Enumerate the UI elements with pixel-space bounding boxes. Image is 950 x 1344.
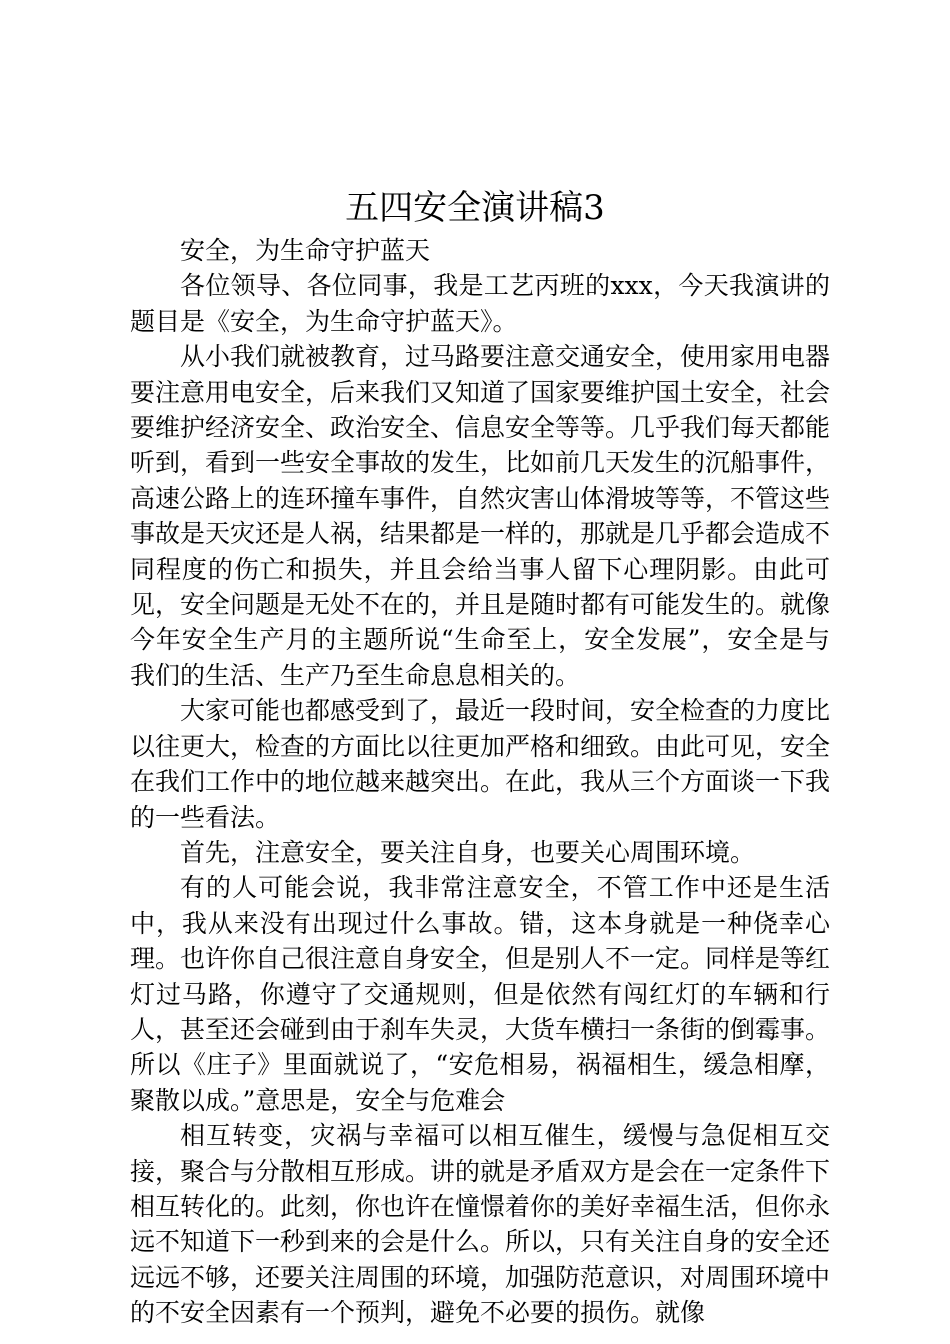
body-paragraph: 从小我们就被教育，过马路要注意交通安全，使用家用电器要注意用电安全，后来我们又知道了国家要维护国土安全，社会要维护经济安全、政治安全、信息安全等等。几乎我们每天都能听到，看到一些安全事故的发生，比如前几天发生的沉船事件，高速公路上的连环撞车事件，自然灾害山体滑坡等等，不管这些事故是天灾还是人祸，结果都是一样的，那就是几乎都会造成不同程度的伤亡和损失，并且会给当事人留下心理阴影。由此可见，安全问题是无处不在的，并且是随时都有可能发生的。就像今年安全生产月的主题所说“生命至上，安全发展”，安全是与我们的生活、生产乃至生命息息相关的。 (130, 342, 831, 690)
document-title: 五四安全演讲稿3 (345, 188, 605, 228)
document-body (130, 233, 830, 1331)
body-paragraph: 相互转变，灾祸与幸福可以相互催生，缓慢与急促相互交接，聚合与分散相互形成。讲的就是矛盾双方是会在一定条件下相互转化的。此刻，你也许在憧憬着你的美好幸福生活，但你永远不知道下一秒到来的会是什么。所以，只有关注自身的安全还远远不够，还要关注周围的环境，加强防范意识，对周围环境中的不安全因素有一个预判，避免不必要的损伤。就像 (130, 1121, 831, 1328)
body-paragraph: 有的人可能会说，我非常注意安全，不管工作中还是生活中，我从来没有出现过什么事故。错，这本身就是一种侥幸心理。也许你自己很注意自身安全，但是别人不一定。同样是等红灯过马路，你遵守了交通规则，但是依然有闯红灯的车辆和行人，甚至还会碰到由于刹车失灵，大货车横扫一条街的倒霉事。所以《庄子》里面就说了，“安危相易，祸福相生，缓急相摩，聚散以成。”意思是，安全与危难会 (130, 873, 831, 1115)
body-paragraph: 首先，注意安全，要关注自身，也要关心周围环境。 (180, 837, 756, 867)
body-paragraph: 各位领导、各位同事，我是工艺丙班的xxx，今天我演讲的题目是《安全，为生命守护蓝天》。 (130, 271, 830, 336)
subtitle-paragraph: 安全，为生命守护蓝天 (180, 236, 431, 265)
body-paragraph: 大家可能也都感受到了，最近一段时间，安全检查的力度比以往更大，检查的方面比以往更加严格和细致。由此可见，安全在我们工作中的地位越来越突出。在此，我从三个方面谈一下我的一些看法。 (130, 696, 831, 832)
